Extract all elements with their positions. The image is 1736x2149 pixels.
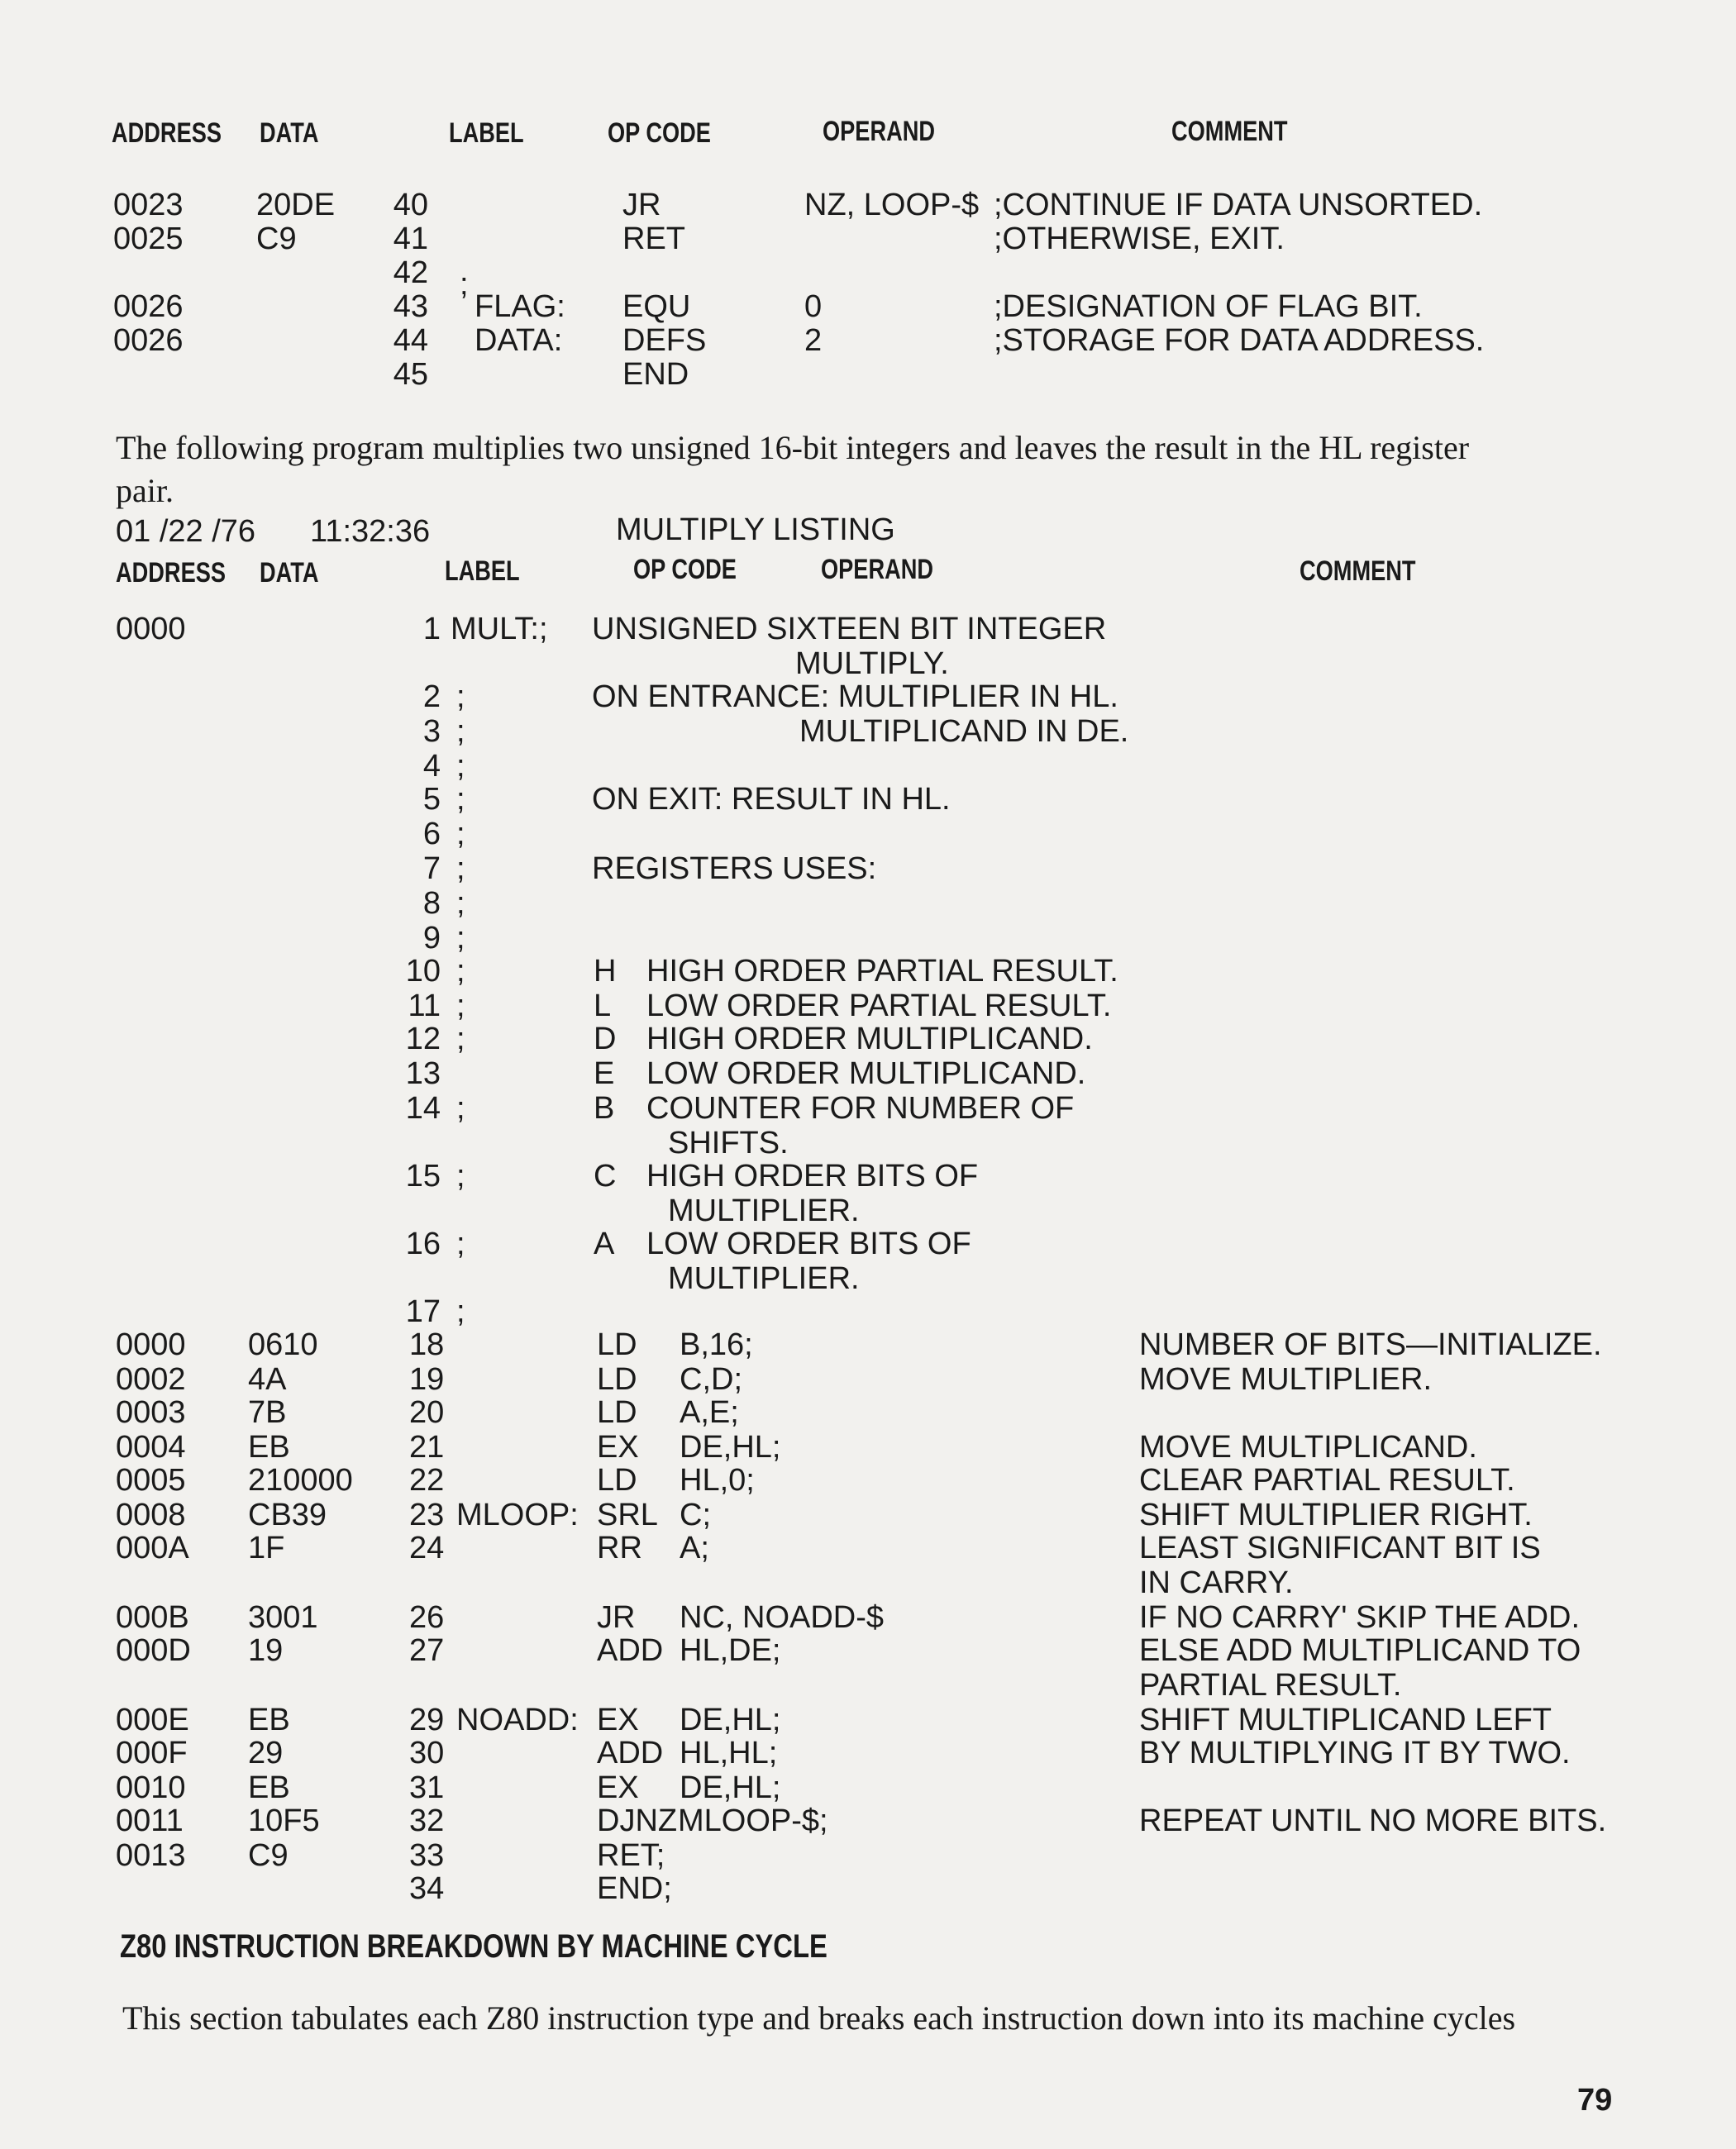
table-row-line-number: 3 <box>422 714 441 749</box>
table-row-line-number: 22 <box>409 1463 445 1498</box>
table-row-comment: BY MULTIPLYING IT BY TWO. <box>1139 1736 1571 1770</box>
table-row-label: NOADD: <box>456 1703 579 1737</box>
t2-header-comment: COMMENT <box>1300 555 1416 587</box>
table-row-comment: ON EXIT: RESULT IN HL. <box>592 782 951 817</box>
listing-title: MULTIPLY LISTING <box>616 512 895 547</box>
table-row-line-number: 13 <box>405 1056 441 1091</box>
table-row-comment: SHIFT MULTIPLICAND LEFT <box>1139 1703 1552 1737</box>
table-row-label: MLOOP: <box>456 1498 579 1532</box>
table-row-operand: A; <box>680 1531 709 1565</box>
table-row-line-number: 2 <box>422 679 441 714</box>
table-row-line-number: 30 <box>409 1736 445 1770</box>
table-row-comment: REGISTERS USES: <box>592 851 877 886</box>
table-row-address: 0004 <box>116 1430 186 1465</box>
table-row-comment: NUMBER OF BITS—INITIALIZE. <box>1139 1327 1602 1362</box>
table-row-opcode: EX <box>597 1430 639 1465</box>
table-row-operand: HL,0; <box>680 1463 755 1498</box>
table-row-data: 20DE <box>256 188 336 222</box>
intro-line-1: The following program multiplies two unsigned 16-bit integers and leaves the result in the HL register <box>116 429 1470 466</box>
table-row-line-number: 1 <box>422 612 441 646</box>
table-row-opcode: DEFS <box>622 323 707 358</box>
listing-date: 01 /22 /76 <box>116 514 256 549</box>
table-row-label: ; <box>460 267 469 302</box>
register-name: D <box>594 1022 617 1056</box>
table-row-operand: DE,HL; <box>680 1430 781 1465</box>
table-row-comment-continuation: IN CARRY. <box>1139 1565 1294 1600</box>
table-row-comment-continuation: PARTIAL RESULT. <box>1139 1668 1402 1703</box>
table-row-address: 0026 <box>113 289 184 324</box>
table-row-comment: SHIFT MULTIPLIER RIGHT. <box>1139 1498 1533 1532</box>
register-name: A <box>594 1227 615 1261</box>
table-row-data: 10F5 <box>248 1804 320 1838</box>
table-row-line-number: 10 <box>405 954 441 989</box>
table-row-label: ; <box>456 851 465 886</box>
table-row-line-number: 6 <box>422 817 441 851</box>
table-row-label: ; <box>456 1227 465 1261</box>
table-row-operand: HL,HL; <box>680 1736 778 1770</box>
table-row-address: 0000 <box>116 612 186 646</box>
table-row-line-number: 44 <box>393 323 428 358</box>
table-row-opcode: RET; <box>597 1838 665 1873</box>
table-row-comment-continuation: MULTIPLIER. <box>668 1261 860 1296</box>
table-row-label: DATA: <box>475 323 563 358</box>
table-row-comment: ;CONTINUE IF DATA UNSORTED. <box>994 188 1483 222</box>
table-row-line-number: 31 <box>409 1770 445 1805</box>
table-row-address: 0002 <box>116 1362 186 1397</box>
table-row-operand: C; <box>680 1498 711 1532</box>
t1-header-address: ADDRESS <box>112 117 222 149</box>
table-row-operand: HL,DE; <box>680 1633 781 1668</box>
table-row-operand: DE,HL; <box>680 1770 781 1805</box>
table-row-line-number: 19 <box>409 1362 445 1397</box>
table-row-comment: HIGH ORDER BITS OF <box>646 1159 979 1194</box>
table-row-label: ; <box>456 749 465 784</box>
table-row-label: ; <box>456 989 465 1023</box>
register-name: B <box>594 1091 615 1126</box>
t1-header-operand: OPERAND <box>823 116 936 147</box>
table-row-opcode: LD <box>597 1463 637 1498</box>
table-row-comment: ;DESIGNATION OF FLAG BIT. <box>994 289 1423 324</box>
table-row-line-number: 8 <box>422 886 441 921</box>
register-name: L <box>594 989 612 1023</box>
table-row-comment: UNSIGNED SIXTEEN BIT INTEGER <box>592 612 1107 646</box>
table-row-comment: MOVE MULTIPLICAND. <box>1139 1430 1477 1465</box>
table-row-data: EB <box>248 1703 290 1737</box>
table-row-line-number: 43 <box>393 289 428 324</box>
table-row-opcode: ADD <box>597 1633 664 1668</box>
table-row-data: EB <box>248 1770 290 1805</box>
table-row-data: C9 <box>248 1838 289 1873</box>
table-row-opcode: ADD <box>597 1736 664 1770</box>
table-row-address: 0011 <box>116 1804 184 1838</box>
table-row-label: ; <box>456 1091 465 1126</box>
table-row-opcode: SRL <box>597 1498 658 1532</box>
table-row-line-number: 29 <box>409 1703 445 1737</box>
table-row-label: ; <box>456 1294 465 1329</box>
table-row-opcode: RET <box>622 222 685 256</box>
table-row-label: ; <box>456 817 465 851</box>
table-row-opcode: EQU <box>622 289 691 324</box>
table-row-line-number: 14 <box>405 1091 441 1126</box>
table-row-address: 0010 <box>116 1770 186 1805</box>
register-name: C <box>594 1159 617 1194</box>
table-row-data: 19 <box>248 1633 284 1668</box>
table-row-opcode: EX <box>597 1770 639 1805</box>
table-row-address: 0008 <box>116 1498 186 1532</box>
t2-header-opcode: OP CODE <box>633 554 737 585</box>
table-row-line-number: 26 <box>409 1600 445 1635</box>
table-row-address: 000F <box>116 1736 188 1770</box>
table-row-line-number: 12 <box>405 1022 441 1056</box>
table-row-label: ; <box>456 1159 465 1194</box>
table-row-operand: NC, NOADD-$ <box>680 1600 885 1635</box>
table-row-data: EB <box>248 1430 290 1465</box>
table-row-line-number: 23 <box>409 1498 445 1532</box>
table-row-address: 0023 <box>113 188 184 222</box>
table-row-line-number: 17 <box>405 1294 441 1329</box>
table-row-address: 000E <box>116 1703 189 1737</box>
table-row-line-number: 9 <box>422 921 441 955</box>
table-row-comment: HIGH ORDER PARTIAL RESULT. <box>646 954 1118 989</box>
table-row-comment: ON ENTRANCE: MULTIPLIER IN HL. <box>592 679 1118 714</box>
t2-header-data: DATA <box>260 557 319 588</box>
t2-header-operand: OPERAND <box>821 554 934 585</box>
table-row-address: 000D <box>116 1633 191 1668</box>
table-row-data: 4A <box>248 1362 287 1397</box>
t2-header-address: ADDRESS <box>116 557 226 588</box>
table-row-line-number: 20 <box>409 1395 445 1430</box>
table-row-comment: LOW ORDER PARTIAL RESULT. <box>646 989 1112 1023</box>
table-row-address: 0026 <box>113 323 184 358</box>
section-heading: Z80 INSTRUCTION BREAKDOWN BY MACHINE CYCLE <box>120 1928 827 1965</box>
table-row-line-number: 34 <box>409 1871 445 1906</box>
table-row-line-number: 18 <box>409 1327 445 1362</box>
table-row-data: 210000 <box>248 1463 353 1498</box>
table-row-operand: NZ, LOOP-$ <box>804 188 980 222</box>
table-row-comment: HIGH ORDER MULTIPLICAND. <box>646 1022 1093 1056</box>
table-row-operand: 2 <box>804 323 823 358</box>
table-row-data: 7B <box>248 1395 287 1430</box>
table-row-line-number: 41 <box>393 222 428 256</box>
table-row-line-number: 15 <box>405 1159 441 1194</box>
register-name: E <box>594 1056 615 1091</box>
table-row-address: 0013 <box>116 1838 186 1873</box>
table-row-label: ; <box>456 714 465 749</box>
table-row-line-number: 11 <box>408 989 441 1023</box>
table-row-label: ; <box>456 1022 465 1056</box>
table-row-opcode: LD <box>597 1362 637 1397</box>
t2-header-label: LABEL <box>445 555 520 587</box>
t1-header-label: LABEL <box>449 117 524 149</box>
table-row-comment: REPEAT UNTIL NO MORE BITS. <box>1139 1804 1607 1838</box>
table-row-operand: C,D; <box>680 1362 742 1397</box>
table-row-comment-continuation: MULTIPLY. <box>795 646 949 681</box>
table-row-comment: ;OTHERWISE, EXIT. <box>994 222 1285 256</box>
table-row-opcode: END; <box>597 1871 672 1906</box>
table-row-address: 0005 <box>116 1463 186 1498</box>
table-row-data: 3001 <box>248 1600 318 1635</box>
table-row-label: ; <box>456 921 465 955</box>
table-row-label: ; <box>456 782 465 817</box>
table-row-opcode: EX <box>597 1703 639 1737</box>
table-row-comment: MOVE MULTIPLIER. <box>1139 1362 1433 1397</box>
table-row-opcode: LD <box>597 1395 637 1430</box>
table-row-address: 0003 <box>116 1395 186 1430</box>
table-row-comment: CLEAR PARTIAL RESULT. <box>1139 1463 1515 1498</box>
table-row-data: 0610 <box>248 1327 318 1362</box>
table-row-data: CB39 <box>248 1498 327 1532</box>
table-row-comment: LOW ORDER BITS OF <box>646 1227 971 1261</box>
table-row-operand: B,16; <box>680 1327 753 1362</box>
table-row-comment: COUNTER FOR NUMBER OF <box>646 1091 1075 1126</box>
table-row-label: MULT:; <box>451 612 548 646</box>
table-row-comment: MULTIPLICAND IN DE. <box>799 714 1129 749</box>
table-row-line-number: 16 <box>405 1227 441 1261</box>
table-row-line-number: 33 <box>409 1838 445 1873</box>
table-row-label: ; <box>456 886 465 921</box>
table-row-operand: 0 <box>804 289 823 324</box>
table-row-line-number: 24 <box>409 1531 445 1565</box>
table-row-address: 000B <box>116 1600 189 1635</box>
table-row-comment: ;STORAGE FOR DATA ADDRESS. <box>994 323 1485 358</box>
table-row-line-number: 40 <box>393 188 428 222</box>
table-row-comment: LOW ORDER MULTIPLICAND. <box>646 1056 1086 1091</box>
table-row-opcode: END <box>622 357 689 392</box>
table-row-line-number: 7 <box>422 851 441 886</box>
table-row-address: 0025 <box>113 222 184 256</box>
table-row-address: 0000 <box>116 1327 186 1362</box>
register-name: H <box>594 954 617 989</box>
table-row-line-number: 21 <box>409 1430 445 1465</box>
table-row-comment-continuation: MULTIPLIER. <box>668 1194 860 1228</box>
t1-header-comment: COMMENT <box>1171 116 1288 147</box>
table-row-comment: LEAST SIGNIFICANT BIT IS <box>1139 1531 1541 1565</box>
table-row-line-number: 5 <box>422 782 441 817</box>
table-row-label: FLAG: <box>475 289 565 324</box>
table-row-line-number: 4 <box>422 749 441 784</box>
table-row-data: 1F <box>248 1531 285 1565</box>
t1-header-data: DATA <box>260 117 319 149</box>
table-row-operand: A,E; <box>680 1395 739 1430</box>
table-row-operand: DE,HL; <box>680 1703 781 1737</box>
table-row-opcode: JR <box>622 188 661 222</box>
table-row-comment-continuation: SHIFTS. <box>668 1126 789 1160</box>
table-row-address: 000A <box>116 1531 189 1565</box>
table-row-opcode: LD <box>597 1327 637 1362</box>
table-row-line-number: 32 <box>409 1804 445 1838</box>
table-row-line-number: 45 <box>393 357 428 392</box>
table-row-data: 29 <box>248 1736 284 1770</box>
intro-line-2: pair. <box>116 472 174 509</box>
table-row-operand: MLOOP-$; <box>678 1804 828 1838</box>
table-row-opcode: RR <box>597 1531 642 1565</box>
table-row-line-number: 27 <box>409 1633 445 1668</box>
table-row-data: C9 <box>256 222 297 256</box>
t1-header-opcode: OP CODE <box>608 117 711 149</box>
table-row-label: ; <box>456 679 465 714</box>
table-row-label: ; <box>456 954 465 989</box>
page-number: 79 <box>1577 2083 1613 2118</box>
listing-time: 11:32:36 <box>310 514 431 549</box>
table-row-opcode: DJNZ <box>597 1804 678 1838</box>
table-row-line-number: 42 <box>393 255 428 290</box>
table-row-comment: IF NO CARRY' SKIP THE ADD. <box>1139 1600 1581 1635</box>
section-text: This section tabulates each Z80 instruction type and breaks each instruction down into its machine cycles <box>122 1999 1516 2037</box>
table-row-comment: ELSE ADD MULTIPLICAND TO <box>1139 1633 1581 1668</box>
table-row-opcode: JR <box>597 1600 636 1635</box>
